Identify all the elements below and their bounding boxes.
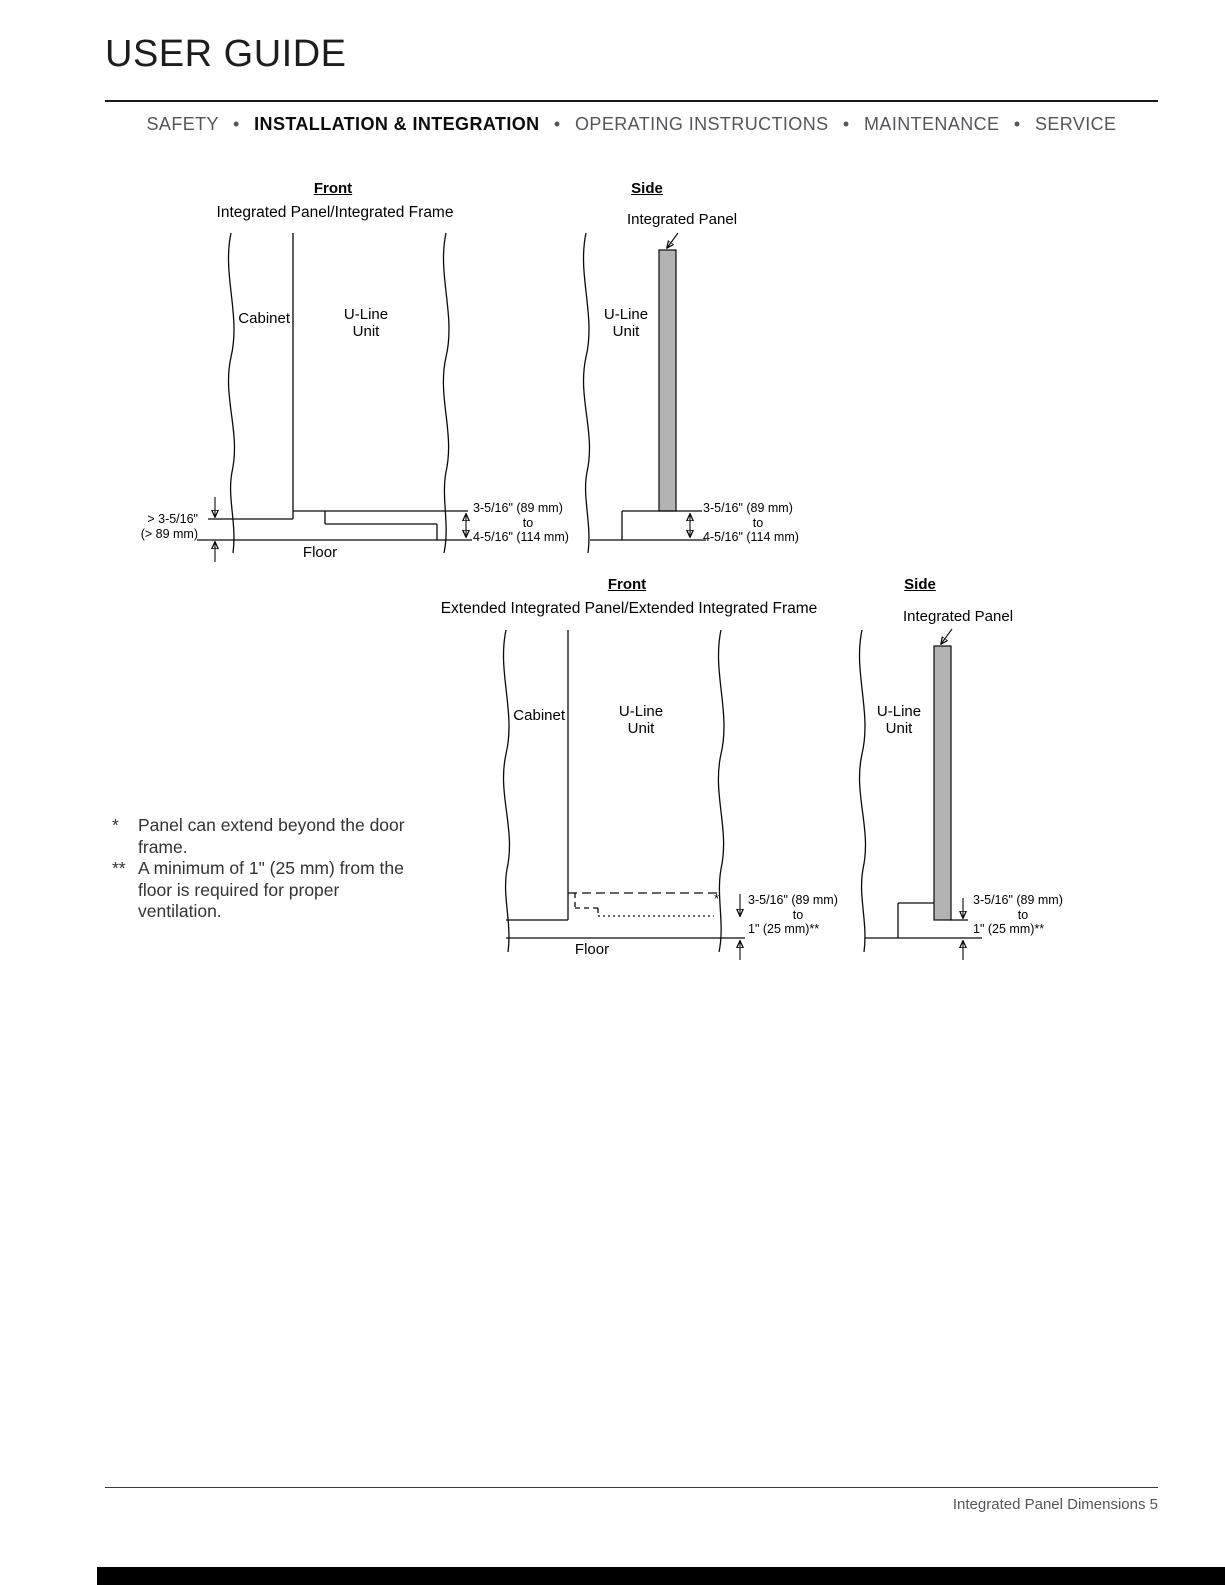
integrated-panel-bar [659,250,676,511]
nav-item-operating-instructions: OPERATING INSTRUCTIONS [575,114,829,134]
cabinet-break-line [504,630,510,952]
footer-page-label: Integrated Panel Dimensions 5 [952,1496,1158,1513]
integrated-panel-label: Integrated Panel [902,608,1014,625]
footnote-marker: * [112,815,119,835]
footer-divider [105,1487,1158,1488]
front-dimension [748,893,848,937]
dimension-line: to [1017,907,1029,922]
dimension-line: 1" (25 mm)** [748,922,820,936]
side-dimension [973,893,1073,937]
side-view-heading: Side [904,576,936,593]
dimension-line: 3-5/16" (89 mm) [473,501,563,515]
front-left-dimension [108,512,198,541]
panel-pointer-arrow [667,233,678,248]
side-view-heading: Side [631,180,663,197]
footnotes [112,815,418,923]
unit-label: U-Line Unit [876,703,922,737]
front-view-heading: Front [313,180,353,197]
side-dimension [703,501,813,545]
nav-item-maintenance: MAINTENANCE [864,114,1000,134]
nav-item-safety: SAFETY [146,114,219,134]
unit-label: U-Line Unit [618,703,664,737]
dimension-line: 3-5/16" (89 mm) [703,501,793,515]
footnote-text: A minimum of 1" (25 mm) from the floor is required for proper ventilation. [138,858,404,921]
integrated-panel-bar [934,646,951,920]
unit-break-line [860,630,866,952]
dimension-line: 1" (25 mm)** [973,922,1045,936]
front-right-dimension [473,501,583,545]
nav-separator: • [1013,114,1021,134]
diagram-subtitle: Extended Integrated Panel/Extended Integrated Frame [440,600,818,617]
cabinet-label: Cabinet [238,310,290,327]
nav-separator: • [553,114,561,134]
diagram-extended-front [504,630,745,960]
unit-break-line [443,233,449,553]
dimension-line: to [752,515,764,530]
footnote-2 [112,858,418,923]
cabinet-label: Cabinet [513,707,565,724]
front-view-heading: Front [607,576,647,593]
diagram-integrated-side [584,233,706,553]
dimension-line: (> 89 mm) [140,526,198,541]
nav-separator: • [842,114,850,134]
unit-label: U-Line Unit [603,306,649,340]
nav-item-installation-integration: INSTALLATION & INTEGRATION [254,114,540,134]
footnote-marker: ** [112,858,126,878]
unit-break-line [584,233,590,553]
cabinet-break-line [229,233,235,553]
footnote-1 [112,815,418,858]
dimension-line: to [522,515,534,530]
page-title: USER GUIDE [105,33,347,75]
diagram-integrated-front [197,233,472,562]
footnote-text: Panel can extend beyond the door frame. [138,815,405,857]
nav-separator: • [233,114,240,134]
panel-pointer-arrow [941,629,952,644]
dimension-line: 4-5/16" (114 mm) [703,530,799,544]
dimension-line: 4-5/16" (114 mm) [473,530,569,544]
nav-item-service: SERVICE [1034,114,1117,134]
dimension-line: to [792,907,804,922]
dimension-line: 3-5/16" (89 mm) [973,893,1063,907]
diagram-subtitle: Integrated Panel/Integrated Frame [216,204,454,221]
diagram-extended-side [860,629,982,960]
floor-label: Floor [302,544,338,561]
floor-label: Floor [574,941,610,958]
bottom-bar [97,1567,1225,1585]
integrated-panel-label: Integrated Panel [626,211,738,228]
dimension-line: 3-5/16" (89 mm) [748,893,838,907]
panel-extend-asterisk: * [714,891,720,906]
unit-break-line [718,630,724,952]
dimension-line: > 3-5/16" [147,512,198,526]
unit-label: U-Line Unit [343,306,389,340]
